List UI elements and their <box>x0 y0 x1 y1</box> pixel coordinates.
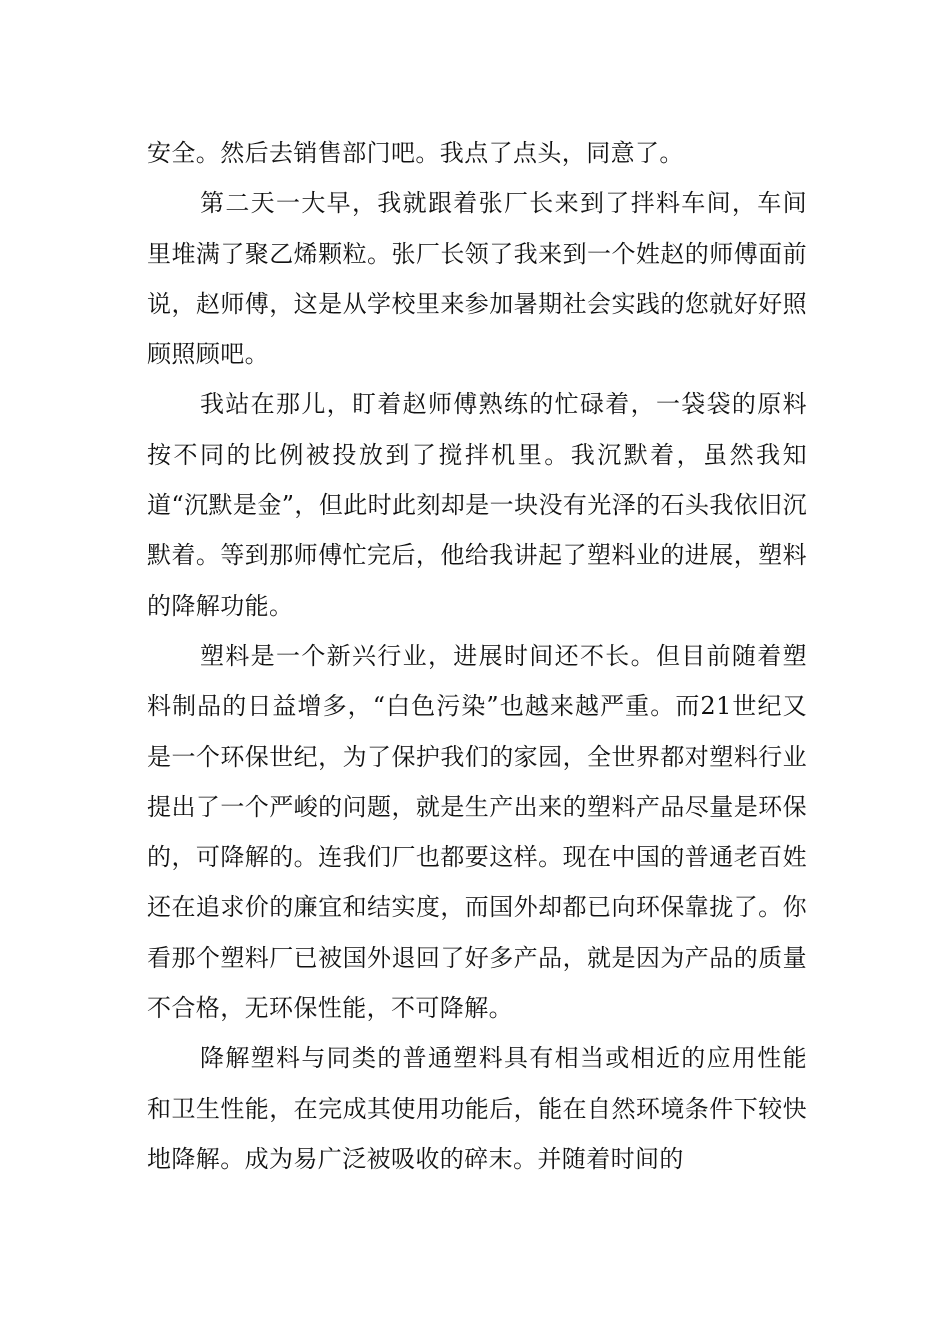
paragraph-continuation: 安全。然后去销售部门吧。我点了点头，同意了。 <box>147 139 684 167</box>
paragraph: 塑料是一个新兴行业，进展时间还不长。但目前随着塑料制品的日益增多，“白色污染”也越来越严重。而21世纪又是一个环保世纪，为了保护我们的家园，全世界都对塑料行业提出了一个严峻的问题，就是生产出来的塑料产品尽量是环保的，可降解的。连我们厂也都要这样。现在中国的普通老百姓还在追求价的廉宜和结实度，而国外却都已向环保靠拢了。你看那个塑料厂已被国外退回了好多产品，就是因为产品的质量不合格，无环保性能，不可降解。 <box>147 641 807 1023</box>
document-body <box>147 128 807 1184</box>
paragraph: 我站在那儿，盯着赵师傅熟练的忙碌着，一袋袋的原料按不同的比例被投放到了搅拌机里。我沉默着，虽然我知道“沉默是金”，但此时此刻却是一块没有光泽的石头我依旧沉默着。等到那师傅忙完后，他给我讲起了塑料业的进展，塑料的降解功能。 <box>147 390 807 620</box>
paragraph: 降解塑料与同类的普通塑料具有相当或相近的应用性能和卫生性能，在完成其使用功能后，能在自然环境条件下较快地降解。成为易广泛被吸收的碎末。并随着时间的 <box>147 1044 807 1173</box>
paragraph: 第二天一大早，我就跟着张厂长来到了拌料车间，车间里堆满了聚乙烯颗粒。张厂长领了我来到一个姓赵的师傅面前说，赵师傅，这是从学校里来参加暑期社会实践的您就好好照顾照顾吧。 <box>147 189 807 369</box>
